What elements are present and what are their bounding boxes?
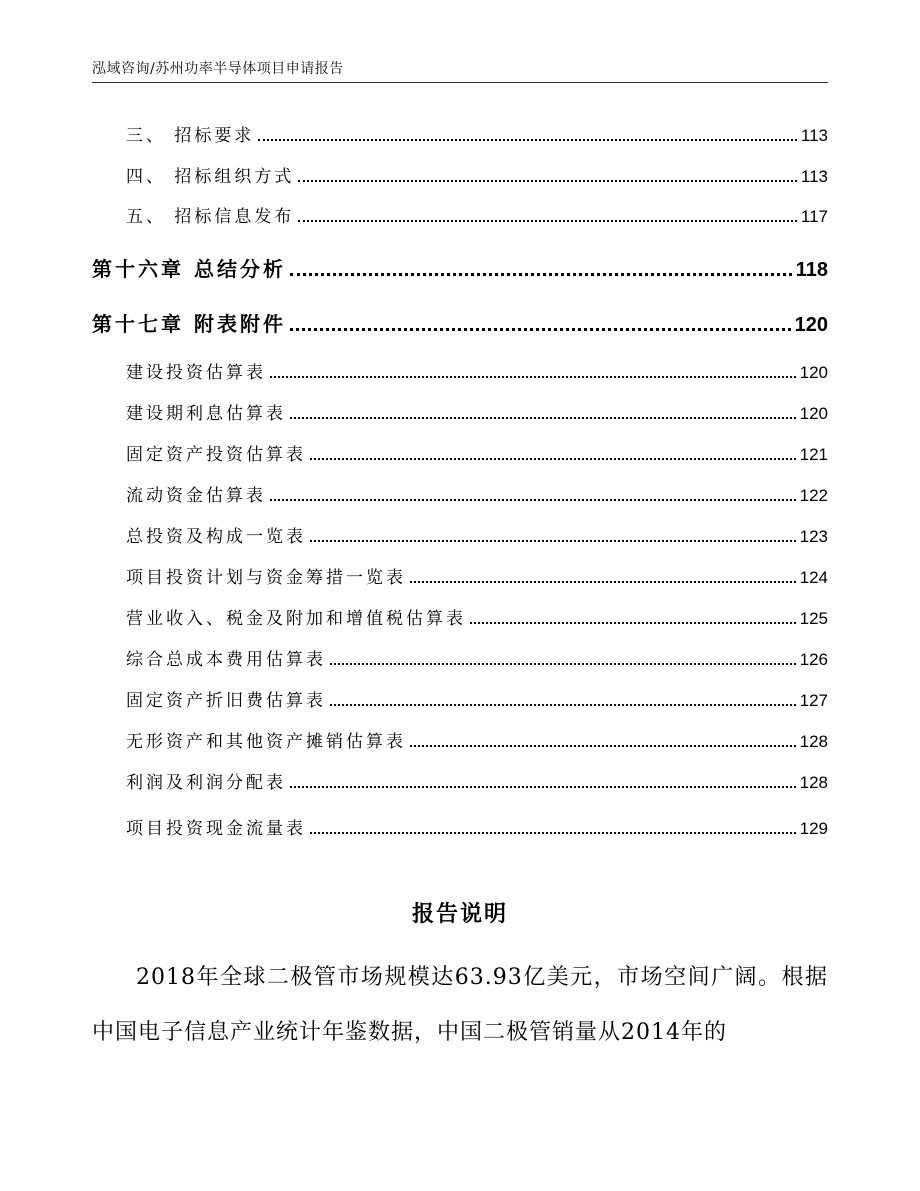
toc-leader (298, 180, 796, 182)
toc-entry[interactable] (126, 607, 828, 629)
toc-leader (410, 745, 796, 747)
toc-entry[interactable] (126, 730, 828, 752)
toc-entry-label: 五、 招标信息发布 (126, 207, 295, 227)
toc-entry-page: 124 (799, 568, 828, 587)
toc-entry-label: 项目投资现金流量表 (126, 819, 306, 839)
toc-leader (290, 273, 792, 276)
toc-entry[interactable] (126, 443, 828, 465)
body-paragraph: 2018年全球二极管市场规模达63.93亿美元，市场空间广阔。根据中国电子信息产业统计年鉴数据，中国二极管销量从2014年的 (92, 965, 828, 1045)
toc-entry-page: 123 (799, 527, 828, 546)
toc-entry-page: 122 (799, 486, 828, 505)
toc-entry-label: 建设期利息估算表 (126, 404, 286, 424)
toc-entry-label: 无形资产和其他资产摊销估算表 (126, 732, 406, 752)
toc-entry[interactable] (126, 648, 828, 670)
toc-entry-label: 固定资产折旧费估算表 (126, 691, 326, 711)
toc-chapter[interactable] (92, 309, 828, 337)
toc-entry-page: 128 (799, 773, 828, 792)
toc-leader (410, 581, 796, 583)
toc-entry-label: 总投资及构成一览表 (126, 527, 306, 547)
toc-entry-label: 流动资金估算表 (126, 486, 266, 506)
toc-leader (298, 220, 796, 222)
toc-chapter[interactable] (92, 254, 828, 282)
toc-entry-page: 128 (799, 732, 828, 751)
toc-entry-page: 129 (799, 819, 828, 838)
toc-leader (270, 376, 796, 378)
toc-leader (330, 663, 796, 665)
toc-entry[interactable] (126, 525, 828, 547)
toc-leader (290, 786, 796, 788)
toc-entry[interactable] (126, 817, 828, 839)
toc-leader (258, 139, 796, 141)
toc-entry-page: 127 (799, 691, 828, 710)
toc-entry[interactable] (126, 205, 828, 227)
toc-entry-label: 营业收入、税金及附加和增值税估算表 (126, 609, 466, 629)
toc-entry[interactable] (126, 165, 828, 187)
toc-entry-page: 113 (800, 167, 828, 186)
toc-entry[interactable] (126, 689, 828, 711)
toc-entry-page: 120 (799, 363, 828, 382)
toc-entry-page: 126 (799, 650, 828, 669)
toc-leader (330, 704, 796, 706)
toc-entry[interactable] (126, 771, 828, 793)
section-title: 报告说明 (411, 902, 508, 927)
toc-leader (470, 622, 796, 624)
toc-entry-label: 三、 招标要求 (126, 126, 255, 146)
toc-chapter-label: 第十六章 总结分析 (92, 257, 286, 281)
toc-entry[interactable] (126, 484, 828, 506)
toc-entry-page: 121 (799, 445, 828, 464)
toc-chapter-page: 120 (794, 314, 828, 336)
toc-leader (310, 832, 796, 834)
toc-entry-label: 综合总成本费用估算表 (126, 650, 326, 670)
toc-entry-label: 利润及利润分配表 (126, 773, 286, 793)
toc-chapter-label: 第十七章 附表附件 (92, 312, 286, 336)
toc-entry[interactable] (126, 124, 828, 146)
toc-leader (270, 499, 796, 501)
toc-entry-page: 113 (800, 126, 828, 145)
toc-leader (310, 540, 796, 542)
toc-entry-label: 建设投资估算表 (126, 363, 266, 383)
toc-entry-label: 四、 招标组织方式 (126, 167, 295, 187)
toc-entry-page: 120 (799, 404, 828, 423)
toc-leader (290, 417, 796, 419)
toc-entry[interactable] (126, 402, 828, 424)
toc-entry[interactable] (126, 361, 828, 383)
toc-entry-page: 117 (800, 207, 828, 226)
header-divider (92, 82, 828, 83)
toc-entry-label: 固定资产投资估算表 (126, 445, 306, 465)
toc-entry-label: 项目投资计划与资金筹措一览表 (126, 568, 406, 588)
toc-leader (310, 458, 796, 460)
toc-leader (290, 328, 791, 331)
toc-entry[interactable] (126, 566, 828, 588)
toc-entry-page: 125 (799, 609, 828, 628)
toc-chapter-page: 118 (795, 259, 828, 281)
page-header: 泓域咨询/苏州功率半导体项目申请报告 (92, 61, 344, 77)
